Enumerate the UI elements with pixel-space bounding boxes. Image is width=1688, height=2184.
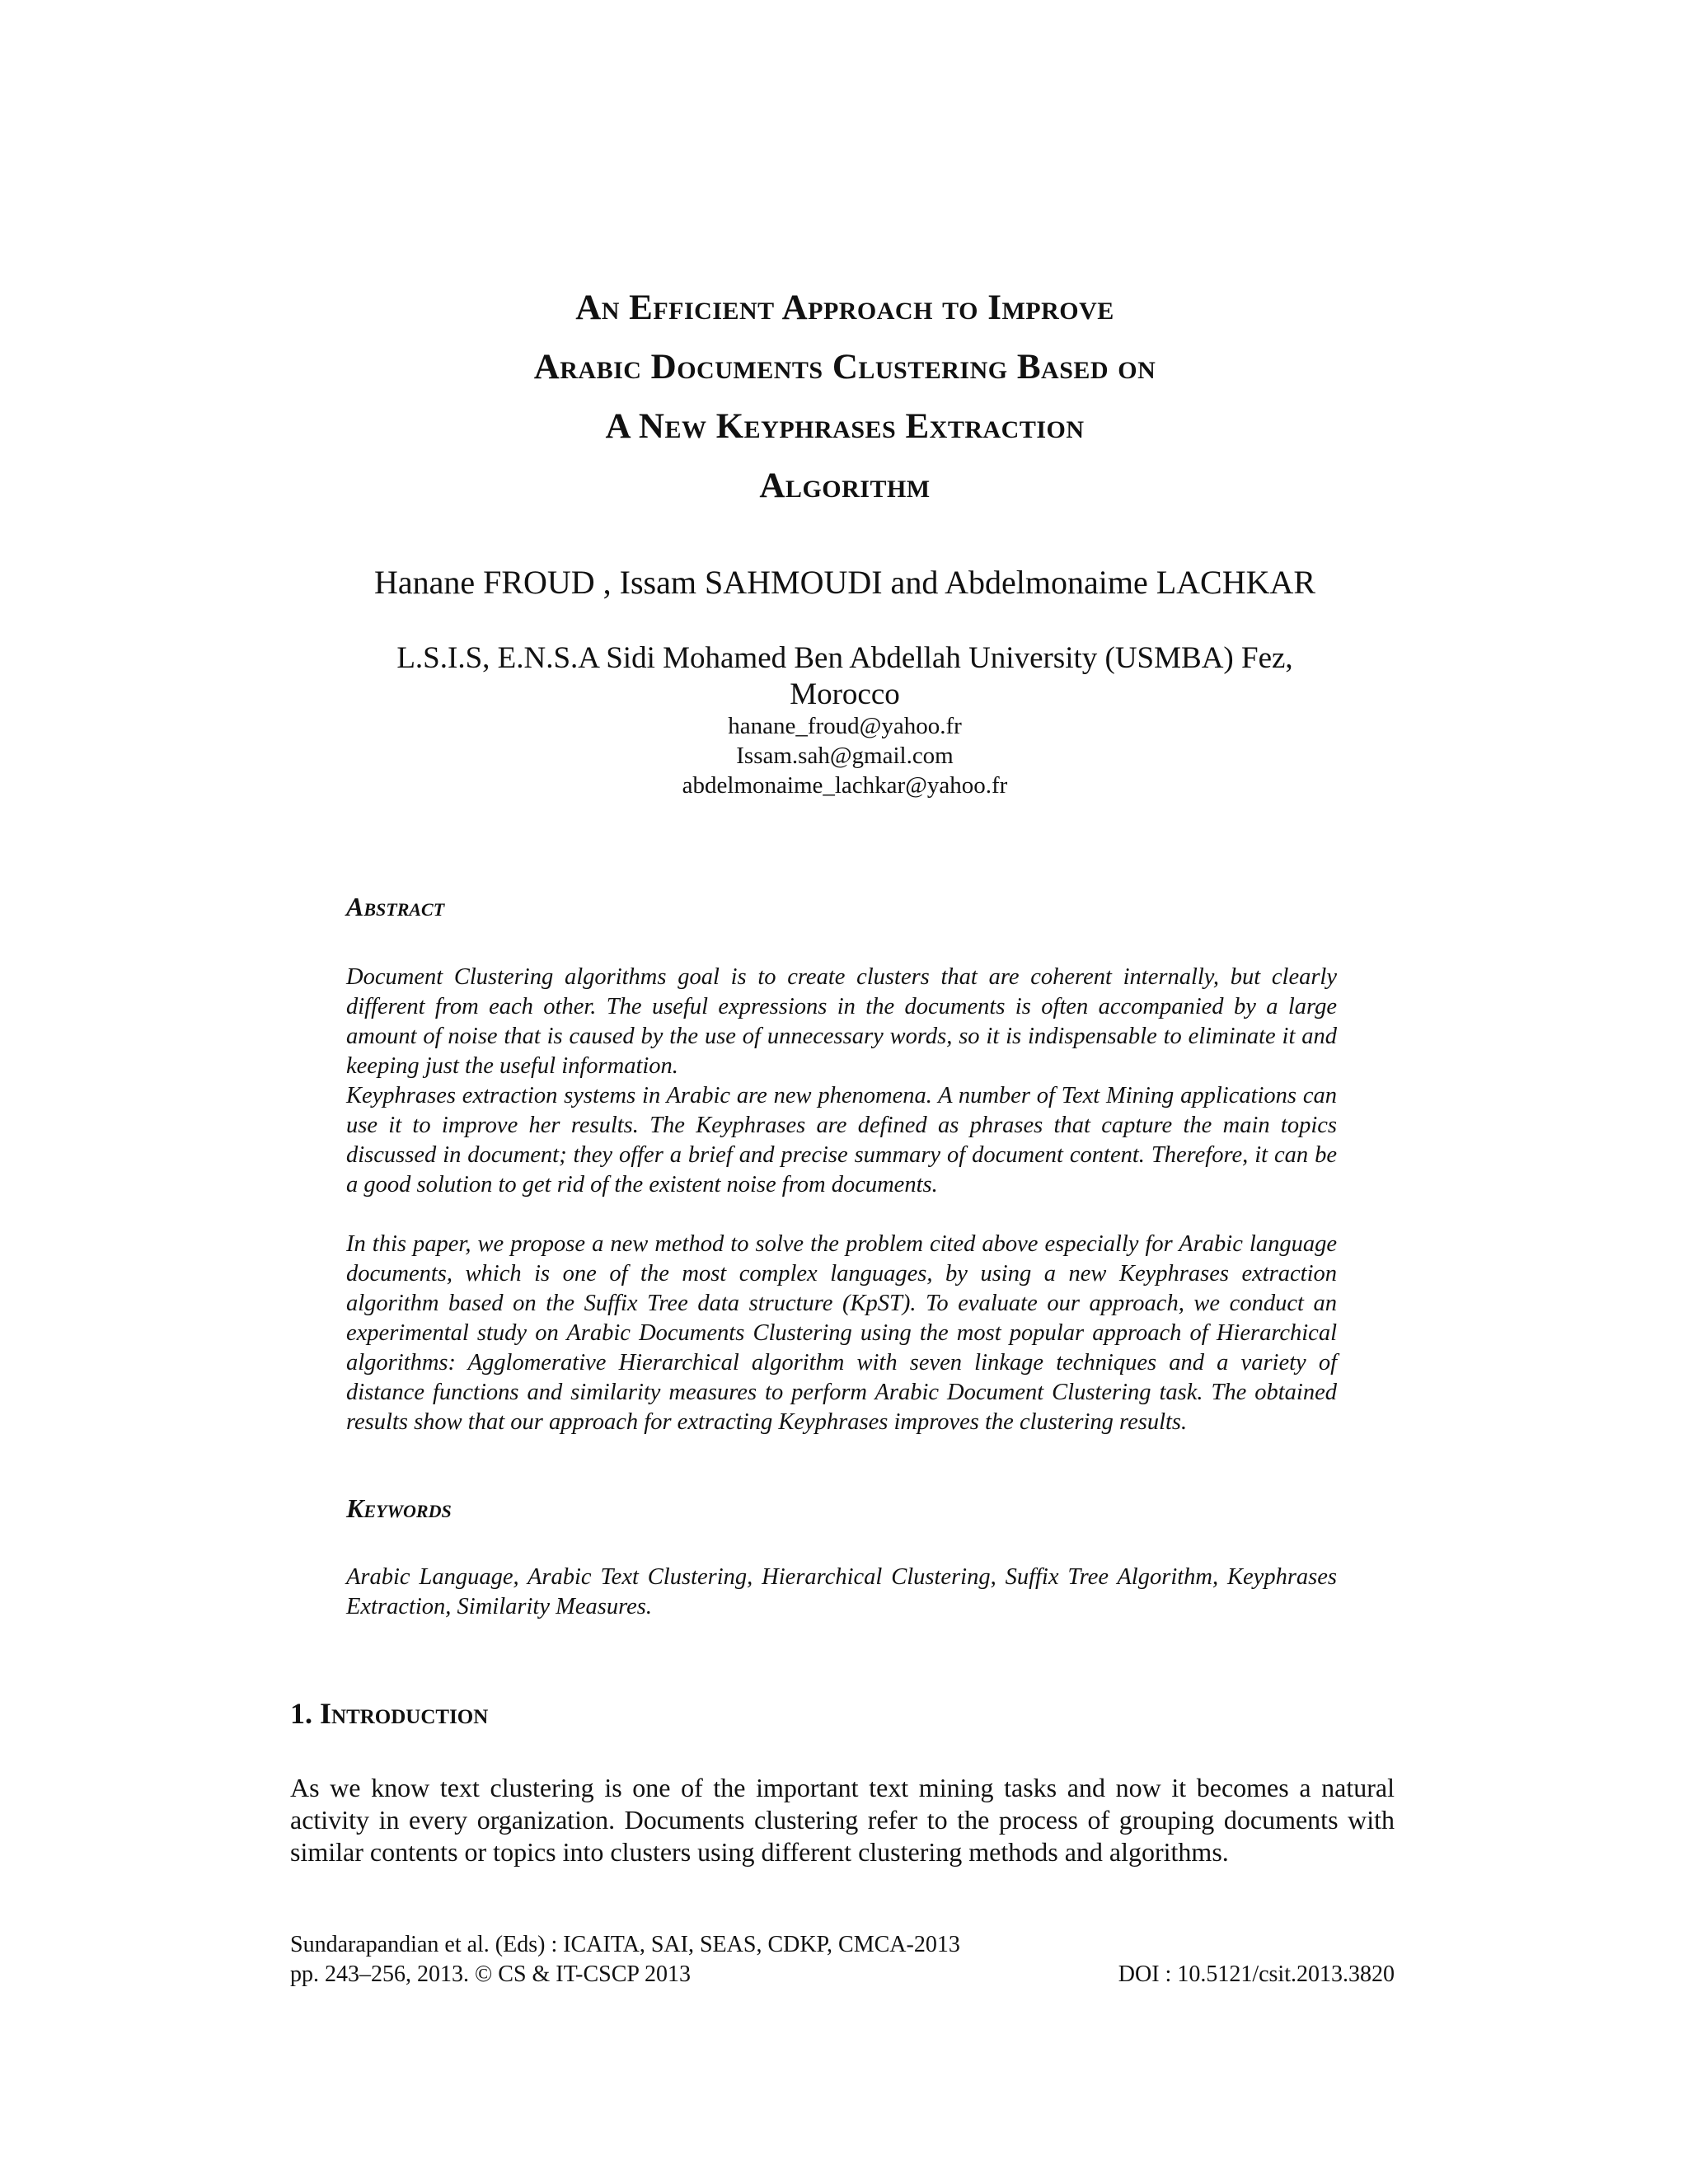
title-line: A New Keyphrases Extraction <box>605 407 1085 446</box>
keywords-text: Arabic Language, Arabic Text Clustering, Hierarchical Clustering, Suffix Tree Algorithm, Keyphrases Extraction, Similarity Measures. <box>346 1564 1337 1619</box>
author-emails <box>313 711 1376 800</box>
email: Issam.sah@gmail.com <box>736 743 954 769</box>
abstract-heading: Abstract <box>346 892 445 921</box>
title-line: Arabic Documents Clustering Based on <box>533 348 1156 387</box>
footer-line: Sundarapandian et al. (Eds) : ICAITA, SAI, SEAS, CDKP, CMCA-2013 <box>290 1932 960 1957</box>
introduction-heading: 1. Introduction <box>290 1697 489 1730</box>
affiliation-line: L.S.I.S, E.N.S.A Sidi Mohamed Ben Abdellah University (USMBA) Fez, <box>396 641 1293 675</box>
footer-line: pp. 243–256, 2013. © CS & IT-CSCP 2013 <box>290 1961 691 1987</box>
affiliation <box>313 640 1376 713</box>
introduction-text: As we know text clustering is one of the important text mining tasks and now it becomes a natural activity in every organization. Documents clustering refer to the process of grouping documents with similar contents or topics into clusters using different clustering methods and algorithms. <box>290 1773 1395 1867</box>
title-line: An Efficient Approach to Improve <box>575 288 1114 327</box>
footer-doi: DOI : 10.5121/csit.2013.3820 <box>1118 1961 1395 1987</box>
email: hanane_froud@yahoo.fr <box>728 713 962 739</box>
title-line: Algorithm <box>759 466 931 505</box>
paper-title <box>313 279 1376 516</box>
abstract-paragraph: Document Clustering algorithms goal is to create clusters that are coherent internally, but clearly different from each other. The useful expressions in the documents is often accompanied by a large amount of noise that is caused by the use of unnecessary words, so it is indispensable to eliminate it and keeping just the useful information. <box>346 964 1337 1079</box>
footer-citation <box>290 1930 960 1990</box>
authors: Hanane FROUD , Issam SAHMOUDI and Abdelmonaime LACHKAR <box>373 564 1316 601</box>
keywords-heading: Keywords <box>346 1493 452 1523</box>
abstract-paragraph: Keyphrases extraction systems in Arabic are new phenomena. A number of Text Mining applications can use it to improve her results. The Keyphrases are defined as phrases that capture the main topics discussed in document; they offer a brief and precise summary of document content. Therefore, it can be a good solution to get rid of the existent noise from documents. <box>346 1083 1337 1197</box>
affiliation-line: Morocco <box>790 677 900 711</box>
email: abdelmonaime_lachkar@yahoo.fr <box>682 772 1008 799</box>
abstract-paragraph: In this paper, we propose a new method to solve the problem cited above especially for Arabic language documents, which is one of the most complex languages, by using a new Keyphrases extraction algorithm based on the Suffix Tree data structure (KpST). To evaluate our approach, we conduct an experimental study on Arabic Documents Clustering using the most popular approach of Hierarchical algorithms: Agglomerative Hierarchical algorithm with seven linkage techniques and a variety of distance functions and similarity measures to perform Arabic Document Clustering task. The obtained results show that our approach for extracting Keyphrases improves the clustering results. <box>346 1231 1337 1435</box>
